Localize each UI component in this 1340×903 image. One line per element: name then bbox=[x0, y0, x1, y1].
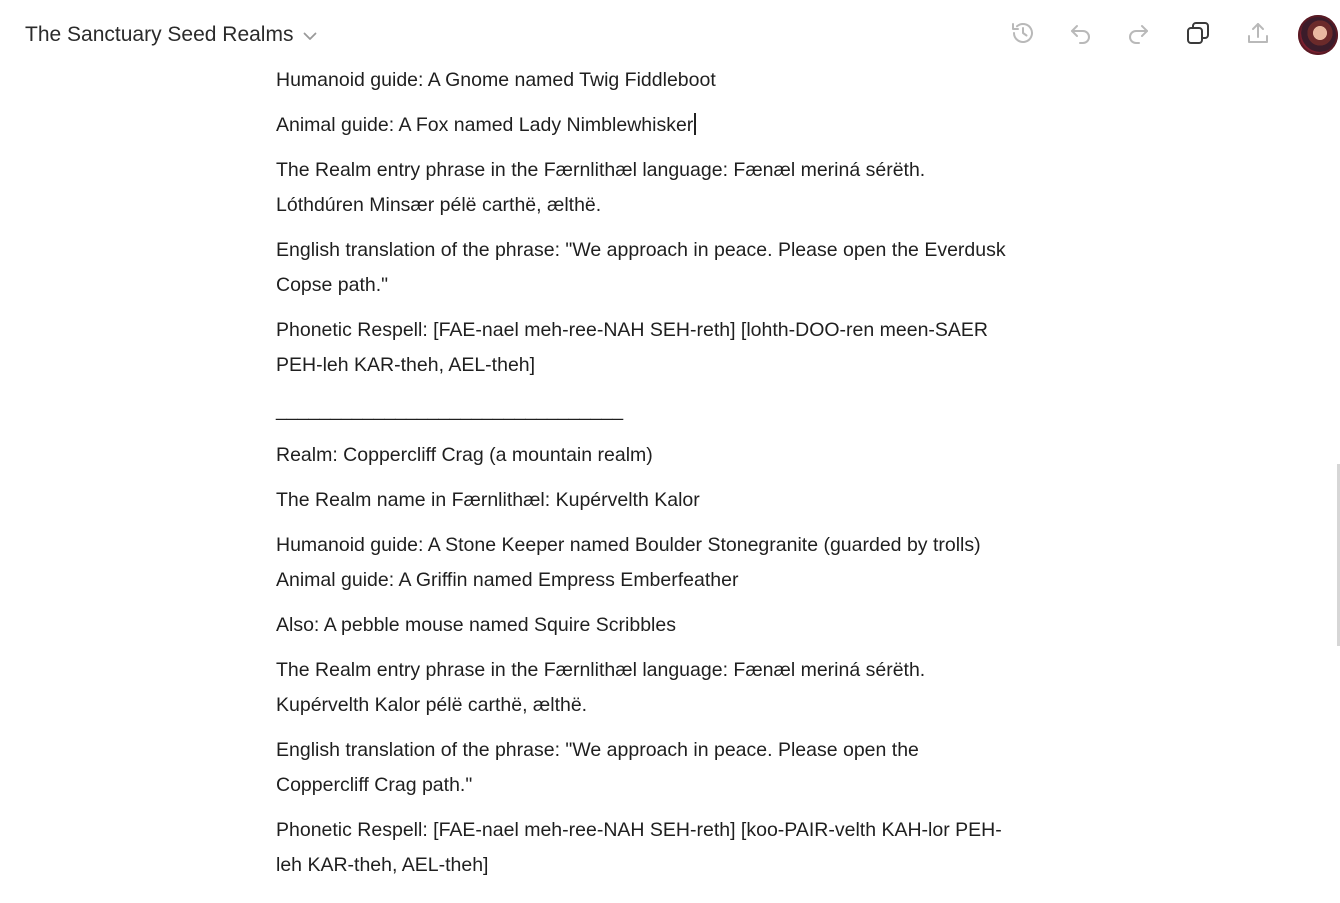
history-icon bbox=[1009, 19, 1037, 52]
user-avatar[interactable] bbox=[1298, 15, 1338, 55]
paragraph: English translation of the phrase: "We approach in peace. Please open the Everdusk Copse path." bbox=[276, 239, 1006, 296]
separator-line: ________________________________ bbox=[276, 399, 624, 421]
paragraph: The Realm name in Færnlithæl: Kupérvelth Kalor bbox=[276, 489, 700, 511]
paragraph: The Realm entry phrase in the Færnlithæl language: Fænæl meriná sérëth. Lóthdúren Minsær pélë carthë, ælthë. bbox=[276, 159, 926, 216]
paragraph: Humanoid guide: A Stone Keeper named Boulder Stonegranite (guarded by trolls) bbox=[276, 534, 981, 556]
chevron-down-icon bbox=[303, 32, 317, 41]
document-title-dropdown[interactable] bbox=[25, 20, 317, 50]
paragraph: Also: A pebble mouse named Squire Scribbles bbox=[276, 614, 676, 636]
paragraph: Phonetic Respell: [FAE-nael meh-ree-NAH SEH-reth] [koo-PAIR-velth KAH-lor PEH-leh KAR-theh, AEL-theh] bbox=[276, 819, 1002, 876]
document-title: The Sanctuary Seed Realms bbox=[25, 23, 294, 46]
text-cursor bbox=[694, 113, 696, 135]
paragraph bbox=[276, 108, 1016, 143]
paragraph: Humanoid guide: A Gnome named Twig Fiddleboot bbox=[276, 69, 716, 91]
redo-icon bbox=[1125, 20, 1151, 51]
undo-button[interactable] bbox=[1061, 15, 1101, 55]
paragraph: Phonetic Respell: [FAE-nael meh-ree-NAH SEH-reth] [lohth-DOO-ren meen-SAER PEH-leh KAR-theh, AEL-theh] bbox=[276, 319, 989, 376]
paragraph: The Realm entry phrase in the Færnlithæl language: Fænæl meriná sérëth. Kupérvelth Kalor pélë carthë, ælthë. bbox=[276, 659, 926, 716]
paragraph: English translation of the phrase: "We approach in peace. Please open the Coppercliff Crag path." bbox=[276, 739, 919, 796]
document-body[interactable] bbox=[276, 63, 1016, 883]
share-button[interactable] bbox=[1238, 15, 1278, 55]
copy-icon bbox=[1184, 19, 1212, 52]
top-bar bbox=[0, 0, 1340, 70]
undo-icon bbox=[1068, 20, 1094, 51]
paragraph-text: Animal guide: A Fox named Lady Nimblewhisker bbox=[276, 114, 694, 136]
paragraph: Realm: Coppercliff Crag (a mountain realm) bbox=[276, 444, 653, 466]
history-button[interactable] bbox=[1003, 15, 1043, 55]
redo-button[interactable] bbox=[1118, 15, 1158, 55]
copy-button[interactable] bbox=[1178, 15, 1218, 55]
paragraph: Animal guide: A Griffin named Empress Emberfeather bbox=[276, 569, 739, 591]
share-upload-icon bbox=[1244, 19, 1272, 52]
toolbar bbox=[1003, 14, 1340, 56]
